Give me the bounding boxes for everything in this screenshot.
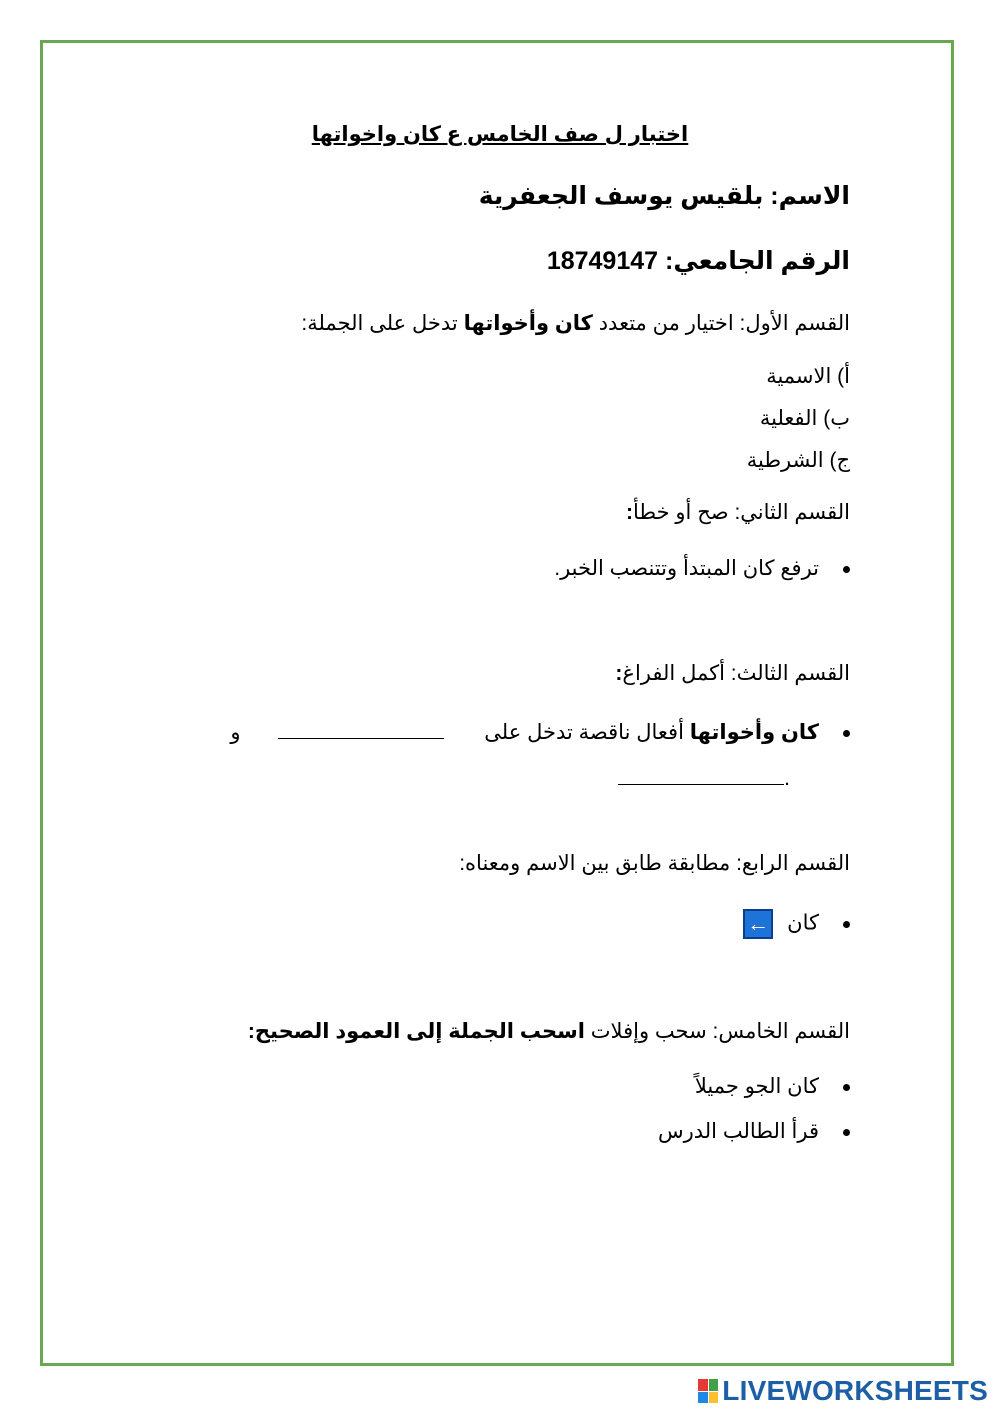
section3-text: أفعال ناقصة تدخل على: [484, 721, 690, 744]
section4-heading: القسم الرابع: مطابقة طابق بين الاسم ومعناه:: [459, 852, 850, 875]
arrow-left-icon[interactable]: ←: [743, 909, 773, 939]
section5-bold: اسحب الجملة إلى العمود الصحيح:: [247, 1020, 585, 1043]
page-title: اختبار ل صف الخامس ع كان واخواتها: [311, 123, 689, 146]
list-item: [150, 555, 850, 583]
list-item: [150, 1118, 850, 1146]
blank-input-1[interactable]: [278, 718, 444, 739]
liveworksheets-logo-icon: [698, 1379, 718, 1403]
section3-heading-text: القسم الثالث: أكمل الفراغ: [622, 662, 850, 685]
list-item-continued: [150, 764, 790, 793]
section1-prefix: القسم الأول: اختيار من متعدد: [592, 312, 850, 335]
section1-suffix: تدخل على الجملة:: [301, 312, 464, 335]
drag-item-1[interactable]: كان الجو جميلاً: [694, 1075, 819, 1098]
section5-heading: [150, 1018, 850, 1046]
section3-colon: :: [615, 662, 623, 685]
student-id: الرقم الجامعي: 18749147: [546, 247, 850, 275]
section1-bold: كان وأخواتها: [463, 312, 593, 335]
brand-text: LIVEWORKSHEETS: [722, 1375, 988, 1406]
brand-logo: [698, 1374, 988, 1408]
section2-colon: :: [625, 501, 633, 524]
list-item: [150, 718, 850, 747]
section3-conj: و: [230, 721, 241, 744]
bullet-icon: [843, 921, 850, 928]
student-name: الاسم: بلقيس يوسف الجعفرية: [478, 182, 850, 210]
option-a[interactable]: أ) الاسمية: [766, 365, 850, 388]
bullet-icon: [843, 1084, 850, 1091]
section5-prefix: القسم الخامس: سحب وإفلات: [584, 1020, 850, 1043]
section4-item: كان: [787, 911, 819, 935]
blank-input-2[interactable]: [618, 764, 784, 785]
page-border: [40, 40, 954, 1366]
option-c[interactable]: ج) الشرطية: [746, 449, 850, 472]
bullet-icon: [843, 566, 850, 573]
drag-item-2[interactable]: قرأ الطالب الدرس: [657, 1120, 819, 1143]
section2-heading-text: القسم الثاني: صح أو خطأ: [632, 501, 850, 524]
section3-heading: [150, 660, 850, 688]
option-b[interactable]: ب) الفعلية: [759, 407, 850, 430]
section1-heading: [150, 310, 850, 338]
list-item: [150, 1073, 850, 1101]
section2-item[interactable]: ترفع كان المبتدأ وتتنصب الخبر.: [554, 557, 819, 580]
bullet-icon: [843, 1129, 850, 1136]
section3-bold: كان وأخواتها: [689, 721, 819, 744]
bullet-icon: [843, 730, 850, 737]
list-item: [150, 909, 850, 939]
section3-end: .: [784, 767, 790, 790]
section2-heading: [150, 499, 850, 527]
